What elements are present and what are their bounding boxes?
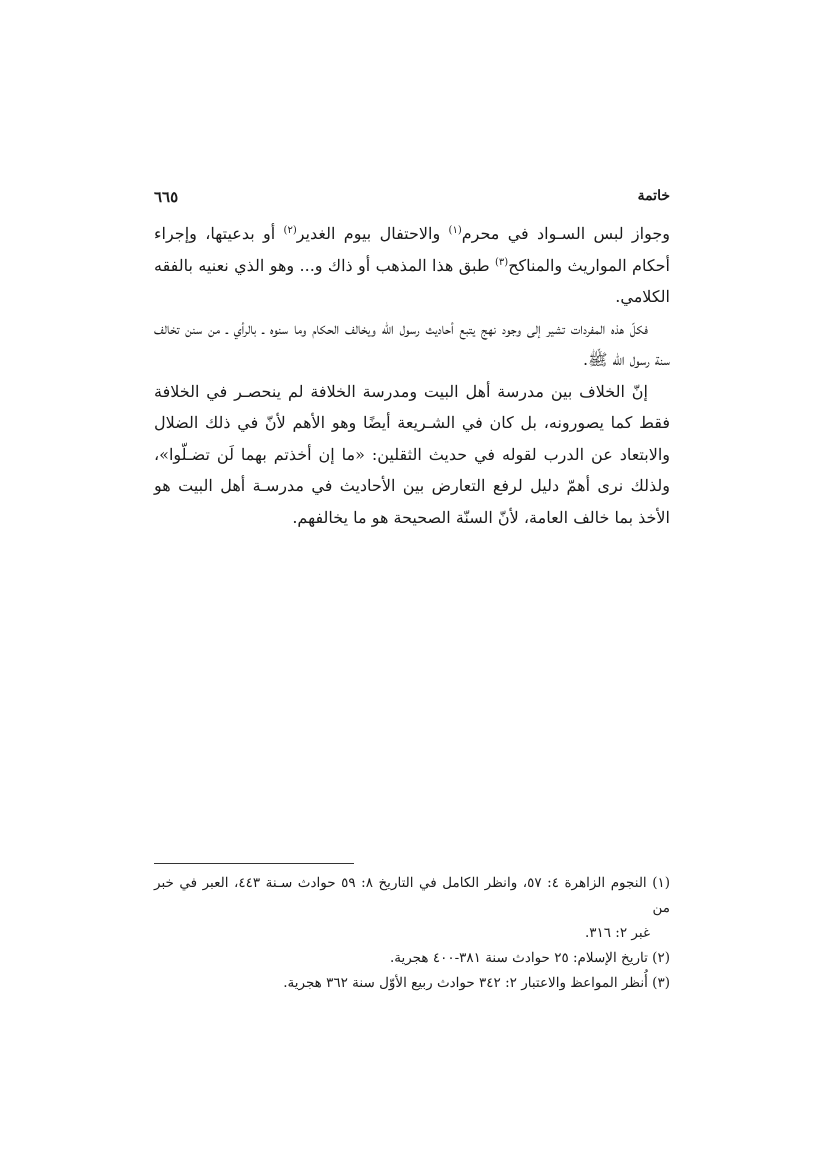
footnote-ref-1[interactable]: (١) xyxy=(448,225,462,236)
footnote-1 xyxy=(154,871,670,921)
book-page xyxy=(154,0,670,1169)
paragraph-1-part-d: طبق هذا المذهب أو ذاك و... وهو الذي نعنيه بالفقه الكلامي. xyxy=(154,255,670,306)
footnote-ref-3[interactable]: (٣) xyxy=(495,256,509,268)
footnote-1-line-1: (١) النجوم الزاهرة ٤: ٥٧، وانظر الكامل في التاريخ ٨: ٥٩ حوادث سـنة ٤٤٣، العبر في خبر من xyxy=(154,875,671,916)
footnote-1-continuation: غبر ٢: ٣١٦. xyxy=(584,925,650,941)
paragraph-2: فكلّ هذه المفردات تشير إلى وجود نهج يتبع أحاديث رسول الله ويخالف الحكام وما سنوه ـ بالرأي ـ من سنن تخالف سنة رسول الله ﷺ. xyxy=(154,318,670,369)
paragraph-3: إنّ الخلاف بين مدرسة أهل البيت ومدرسة الخلافة لم ينحصـر في الخلافة فقط كما يصورونه، بل كان في الشـريعة أيضًا وهو الأهم لأنّ في ذلك الضلال والابتعاد عن الدرب لقوله في حديث الثقلين: «ما إن أخذتم بهما لَن تضـلّوا»، ولذلك نرى أهمّ دليل لرفع التعارض بين الأحاديث في مدرسـة أهل البيت هو الأخذ بما خالف العامة، لأنّ السنّة الصحيحة هو ما يخالفهم. xyxy=(154,381,670,527)
footnote-separator xyxy=(154,863,354,864)
footnotes xyxy=(154,871,670,996)
paragraph-1 xyxy=(154,218,670,313)
footnote-3: (٣) أُنظر المواعظ والاعتبار ٢: ٣٤٢ حوادث ربيع الأوّل سنة ٣٦٢ هجرية. xyxy=(283,975,670,991)
page-number: ٦٦٥ xyxy=(154,188,179,206)
footnote-2: (٢) تاريخ الإسلام: ٢٥ حوادث سنة ٣٨١-٤٠٠ هجرية. xyxy=(389,950,670,966)
main-text xyxy=(154,218,670,533)
paragraph-1-part-b: والاحتفال بيوم الغدير xyxy=(296,224,449,243)
chapter-title: خاتمة xyxy=(637,188,670,204)
paragraph-1-part-c: أو بدعيتها، وإجراء أحكام المواريث والمناكح xyxy=(154,224,671,275)
running-header xyxy=(154,188,670,214)
footnote-ref-2[interactable]: (٢) xyxy=(283,225,297,236)
paragraph-1-part-a: وجواز لبس السـواد في محرم xyxy=(461,224,670,243)
